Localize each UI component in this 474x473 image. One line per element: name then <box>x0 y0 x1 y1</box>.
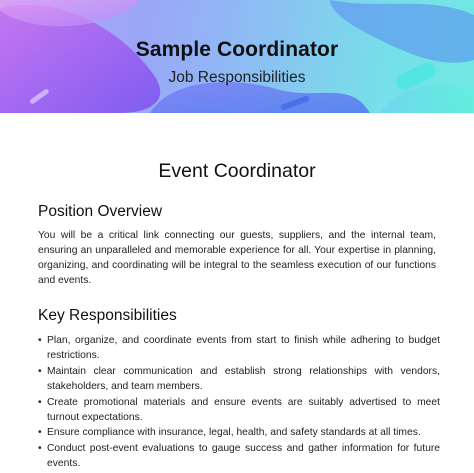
list-item <box>38 441 440 472</box>
banner-subtitle: Job Responsibilities <box>168 69 306 86</box>
bullet-icon: • <box>38 427 42 439</box>
banner-title: Sample Coordinator <box>135 38 339 61</box>
list-item-text: Ensure compliance with insurance, legal, health, and safety standards at all times. <box>47 427 421 439</box>
document-title: Event Coordinator <box>158 160 316 182</box>
list-item-text: Create promotional materials and ensure events are suitably advertised to meet turnout expectations. <box>47 396 440 424</box>
section-heading-key-responsibilities: Key Responsibilities <box>38 307 177 324</box>
bullet-icon: • <box>38 365 42 377</box>
list-item <box>38 333 440 364</box>
list-item-text: Plan, organize, and coordinate events from start to finish while adhering to budget restrictions. <box>47 335 440 362</box>
list-item <box>38 364 440 395</box>
responsibilities-list <box>38 333 440 472</box>
list-item <box>38 425 440 440</box>
list-item <box>38 395 440 426</box>
bullet-icon: • <box>38 442 42 454</box>
header-banner <box>0 0 474 113</box>
bullet-icon: • <box>38 335 42 346</box>
position-overview-text: You will be a critical link connecting our guests, suppliers, and the internal team, ensuring an unparalleled and memorable experience for all. Your expertise in planning, organizing, and coordinating will be integral to the seamless execution of our functions and events. <box>38 230 436 286</box>
section-heading-position-overview: Position Overview <box>38 203 163 220</box>
list-item-text: Conduct post-event evaluations to gauge success and gather information for future events. <box>47 442 440 470</box>
bullet-icon: • <box>38 396 42 408</box>
list-item-text: Maintain clear communication and establish strong relationships with vendors, stakeholders, and team members. <box>47 365 440 393</box>
